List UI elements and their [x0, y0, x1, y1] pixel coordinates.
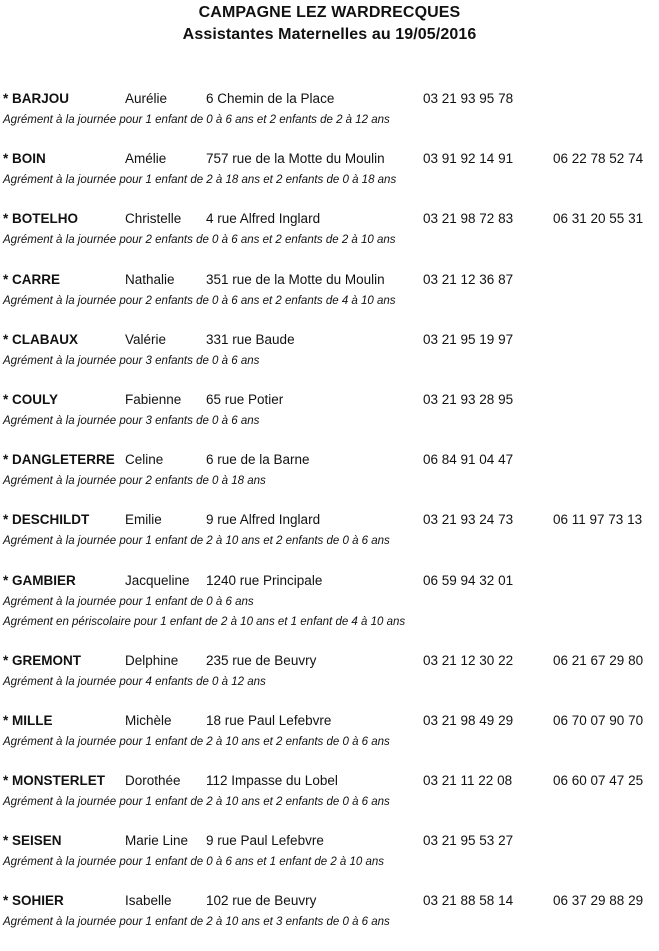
entry-main-line: [3, 710, 659, 732]
entry-address: 4 rue Alfred Inglard: [206, 211, 321, 227]
entry-main-line: [3, 329, 659, 351]
entry-main-line: [3, 890, 659, 912]
entry-phone-2: 06 11 97 73 13: [553, 512, 643, 528]
entry-address: 112 Impasse du Lobel: [206, 773, 338, 789]
entry-first-name: Jacqueline: [125, 572, 190, 588]
entry-main-line: [3, 650, 659, 672]
list-item: [3, 710, 659, 770]
entry-agrement: Agrément à la journée pour 4 enfants de 0 à 12 ans: [3, 675, 266, 688]
entry-phone-1: 06 59 94 32 01: [423, 572, 514, 588]
document-subtitle: Assistantes Maternelles au 19/05/2016: [182, 26, 477, 43]
list-item: [3, 830, 659, 890]
entry-main-line: [3, 509, 659, 531]
entry-address: 65 rue Potier: [206, 391, 284, 407]
entry-phone-1: 03 21 12 30 22: [423, 652, 514, 668]
entry-name: * MILLE: [3, 712, 53, 728]
entry-first-name: Fabienne: [125, 391, 182, 407]
document-header: [0, 2, 659, 46]
entry-phone-1: 03 91 92 14 91: [423, 151, 514, 167]
entry-name: * SOHIER: [3, 893, 64, 909]
entry-name: * MONSTERLET: [3, 773, 106, 789]
entry-first-name: Dorothée: [125, 773, 181, 789]
entry-agrement: Agrément à la journée pour 2 enfants de 0 à 18 ans: [3, 475, 266, 488]
entry-phone-2: 06 70 07 90 70: [553, 712, 644, 728]
entry-agrement: Agrément à la journée pour 1 enfant de 2 à 10 ans et 2 enfants de 0 à 6 ans: [3, 735, 390, 748]
entry-address: 331 rue Baude: [206, 331, 295, 347]
entry-agrement: Agrément à la journée pour 1 enfant de 0 à 6 ans: [3, 595, 254, 608]
entry-phone-1: 03 21 95 53 27: [423, 833, 514, 849]
entry-phone-2: 06 22 78 52 74: [553, 151, 644, 167]
entry-first-name: Valérie: [125, 331, 167, 347]
entry-name: * CLABAUX: [3, 331, 79, 347]
entry-first-name: Michèle: [125, 712, 172, 728]
entry-agrement: Agrément à la journée pour 1 enfant de 2 à 10 ans et 3 enfants de 0 à 6 ans: [3, 916, 390, 929]
list-item: [3, 449, 659, 509]
entry-agrement: Agrément à la journée pour 1 enfant de 2 à 10 ans et 2 enfants de 0 à 6 ans: [3, 796, 390, 809]
entry-address: 6 Chemin de la Place: [206, 91, 335, 106]
entry-name: * BOIN: [3, 151, 46, 167]
entry-address: 18 rue Paul Lefebvre: [206, 712, 332, 728]
document-title: CAMPAGNE LEZ WARDRECQUES: [198, 4, 461, 21]
entry-phone-2: 06 37 29 88 29: [553, 893, 644, 909]
entry-phone-1: 03 21 98 72 83: [423, 211, 514, 227]
entry-name: * BARJOU: [3, 91, 70, 106]
entry-first-name: Christelle: [125, 211, 182, 227]
entry-name: * SEISEN: [3, 833, 62, 849]
entry-phone-1: 03 21 12 36 87: [423, 271, 514, 287]
list-item: [3, 770, 659, 830]
list-item: [3, 329, 659, 389]
entry-name: * GREMONT: [3, 652, 82, 668]
entry-phone-1: 03 21 93 28 95: [423, 391, 514, 407]
entry-name: * GAMBIER: [3, 572, 76, 588]
entry-main-line: [3, 770, 659, 792]
list-item: [3, 509, 659, 569]
entry-main-line: [3, 269, 659, 291]
entry-phone-2: 06 60 07 47 25: [553, 773, 644, 789]
entry-agrement: Agrément à la journée pour 1 enfant de 2 à 10 ans et 2 enfants de 0 à 6 ans: [3, 535, 390, 548]
entry-address: 9 rue Paul Lefebvre: [206, 833, 324, 849]
entry-agrement: Agrément à la journée pour 2 enfants de 0 à 6 ans et 2 enfants de 2 à 10 ans: [3, 234, 396, 247]
entry-name: * BOTELHO: [3, 211, 79, 227]
entry-address: 235 rue de Beuvry: [206, 652, 317, 668]
entry-name: * DANGLETERRE: [3, 452, 115, 468]
entry-name: * COULY: [3, 391, 59, 407]
entry-phone-1: 03 21 95 19 97: [423, 331, 514, 347]
entry-phone-1: 03 21 98 49 29: [423, 712, 514, 728]
entry-agrement: Agrément à la journée pour 2 enfants de 0 à 6 ans et 2 enfants de 4 à 10 ans: [3, 294, 396, 307]
list-item: [3, 208, 659, 268]
entry-phone-2: 06 21 67 29 80: [553, 652, 644, 668]
entry-main-line: [3, 570, 659, 592]
entry-name: * DESCHILDT: [3, 512, 90, 528]
list-item: [3, 148, 659, 208]
list-item: [3, 570, 659, 650]
entry-first-name: Amélie: [125, 151, 167, 167]
list-item: [3, 890, 659, 950]
entry-phone-1: 03 21 11 22 08: [423, 773, 513, 789]
entry-address: 102 rue de Beuvry: [206, 893, 317, 909]
entry-phone-1: 03 21 93 24 73: [423, 512, 514, 528]
entry-first-name: Marie Line: [125, 833, 189, 849]
entry-first-name: Celine: [125, 452, 164, 468]
entry-name: * CARRE: [3, 271, 61, 287]
entry-address: 351 rue de la Motte du Moulin: [206, 271, 385, 287]
entry-first-name: Delphine: [125, 652, 179, 668]
entry-first-name: Isabelle: [125, 893, 172, 909]
entry-main-line: [3, 830, 659, 852]
entry-main-line: [3, 208, 659, 230]
entry-main-line: [3, 449, 659, 471]
list-item: [3, 650, 659, 710]
entry-first-name: Emilie: [125, 512, 162, 528]
entry-address: 9 rue Alfred Inglard: [206, 512, 321, 528]
entry-first-name: Aurélie: [125, 91, 168, 106]
entry-main-line: [3, 389, 659, 411]
entry-address: 6 rue de la Barne: [206, 452, 310, 468]
entry-phone-1: 03 21 88 58 14: [423, 893, 514, 909]
list-item: [3, 389, 659, 449]
entry-address: 757 rue de la Motte du Moulin: [206, 151, 385, 167]
entry-agrement: Agrément à la journée pour 1 enfant de 2 à 18 ans et 2 enfants de 0 à 18 ans: [3, 174, 397, 187]
entry-first-name: Nathalie: [125, 271, 175, 287]
entry-phone-2: 06 31 20 55 31: [553, 211, 644, 227]
assistant-list: [3, 88, 659, 951]
entry-agrement: Agrément à la journée pour 3 enfants de 0 à 6 ans: [3, 354, 260, 367]
entry-agrement: Agrément à la journée pour 1 enfant de 0 à 6 ans et 1 enfant de 2 à 10 ans: [3, 856, 385, 869]
entry-main-line: [3, 148, 659, 170]
entry-main-line: [3, 88, 659, 110]
entry-address: 1240 rue Principale: [206, 572, 323, 588]
entry-agrement: Agrément à la journée pour 3 enfants de 0 à 6 ans: [3, 414, 260, 427]
entry-agrement: Agrément à la journée pour 1 enfant de 0 à 6 ans et 2 enfants de 2 à 12 ans: [3, 114, 390, 126]
entry-phone-1: 03 21 93 95 78: [423, 91, 514, 106]
entry-agrement: Agrément en périscolaire pour 1 enfant de 2 à 10 ans et 1 enfant de 4 à 10 ans: [3, 615, 406, 628]
list-item: [3, 269, 659, 329]
entry-phone-1: 06 84 91 04 47: [423, 452, 514, 468]
list-item: [3, 88, 659, 148]
